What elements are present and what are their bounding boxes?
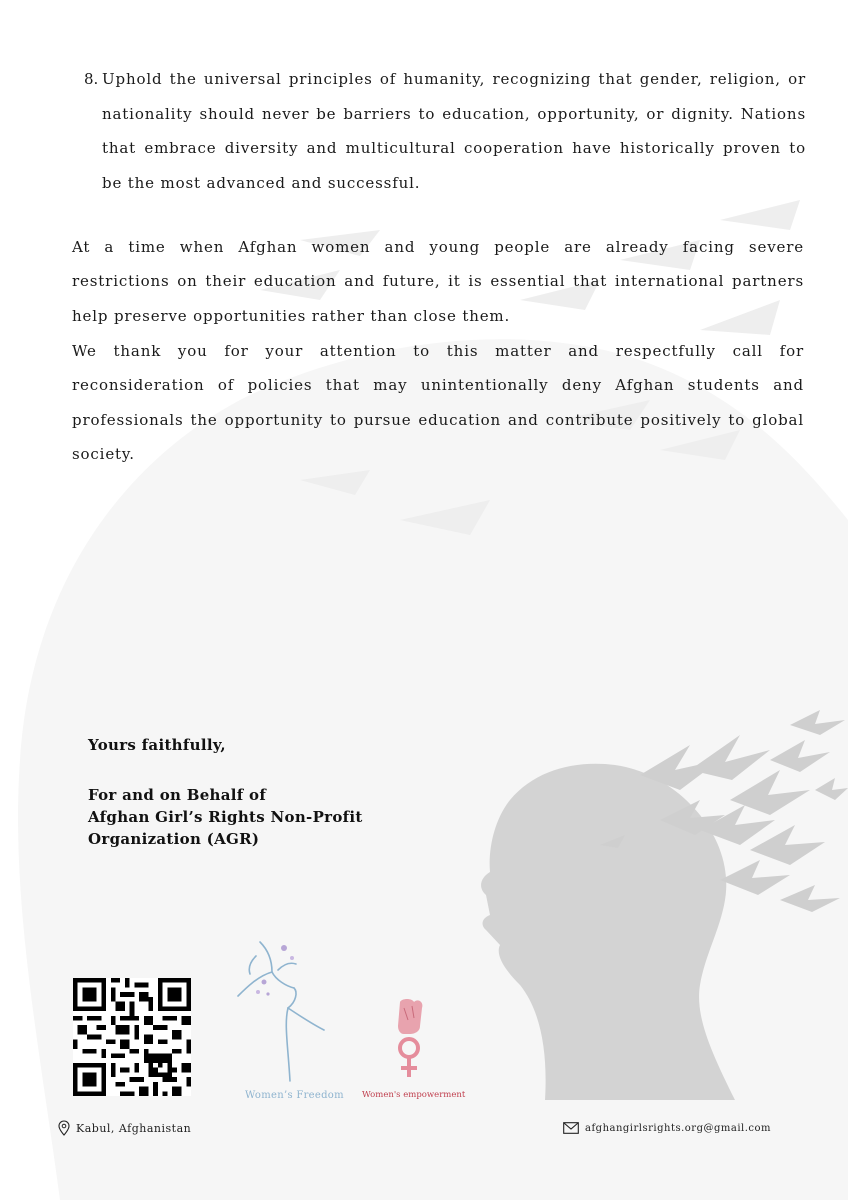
womens-empowerment-logo (358, 996, 468, 1106)
list-item-8 (84, 62, 806, 200)
email-link[interactable]: afghangirlsrights.org@gmail.com (585, 1122, 771, 1134)
womens-empowerment-label: Women's empowerment (362, 1090, 466, 1100)
signatory-line-1: For and on Behalf of (88, 786, 267, 804)
location-pin-icon (58, 1120, 70, 1136)
footer-location (58, 1120, 191, 1136)
footer-email[interactable] (563, 1122, 771, 1134)
qr-code[interactable] (72, 978, 192, 1096)
closing-salutation: Yours faithfully, (88, 736, 226, 754)
womens-freedom-logo (228, 936, 344, 1106)
womens-freedom-label: Women’s Freedom (245, 1090, 344, 1101)
list-item-text: Uphold the universal principles of humanity, recognizing that gender, religion, or nationality should never be barriers to education, opportunity, or dignity. Nations that embrace diversity and multicultural cooperation have historically proven to be the most advanced and successful. (102, 70, 806, 192)
raised-fist-venus-icon (358, 996, 468, 1086)
dancer-icon (228, 936, 338, 1086)
location-text: Kabul, Afghanistan (76, 1121, 192, 1135)
signatory-block (88, 784, 363, 850)
envelope-icon (563, 1122, 579, 1134)
list-item-number: 8. (84, 70, 99, 88)
signatory-line-3: Organization (AGR) (88, 830, 260, 848)
signatory-line-2: Afghan Girl’s Rights Non-Profit (88, 808, 363, 826)
body-paragraph-2: We thank you for your attention to this matter and respectfully call for reconsideration of policies that may unintentionally deny Afghan students and professionals the opportunity to pursue education and contribute positively to global society. (72, 342, 804, 463)
body-paragraph-1: At a time when Afghan women and young people are already facing severe restrictions on their education and future, it is essential that international partners help preserve opportunities rather than close them. (72, 238, 804, 325)
